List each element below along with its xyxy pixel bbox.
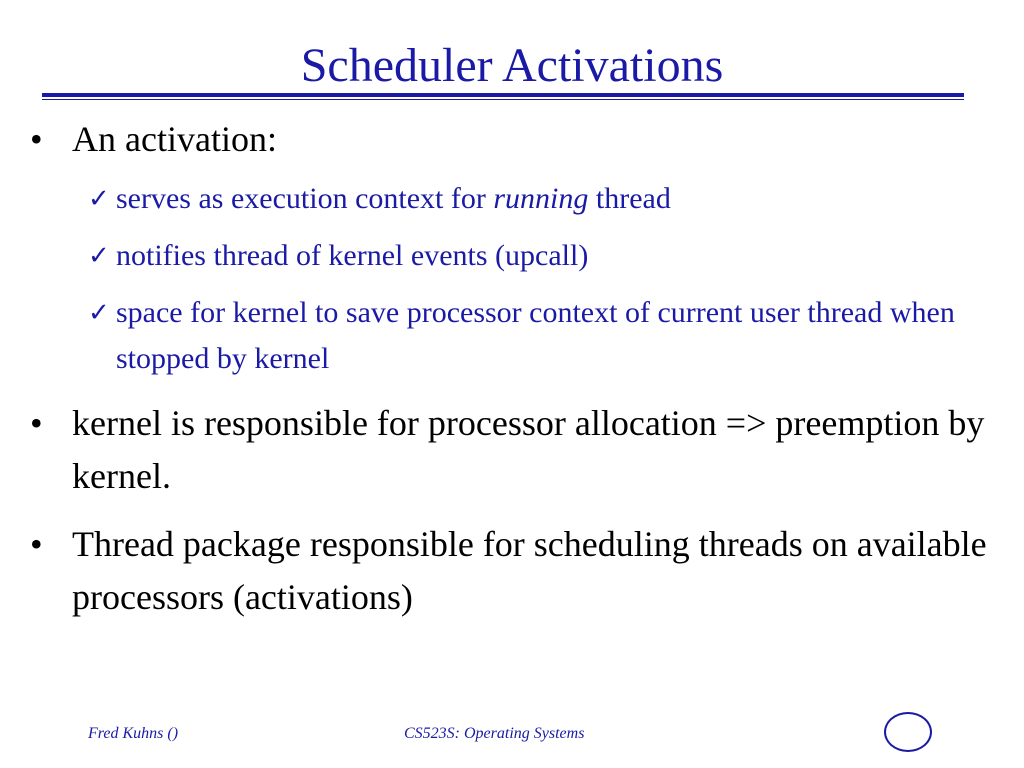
footer-course: CS523S: Operating Systems	[404, 725, 585, 742]
bullet-item	[30, 113, 990, 166]
bullet-marker: •	[30, 403, 43, 443]
checkmark-icon: ✓	[88, 241, 110, 271]
bullet-item	[30, 397, 990, 503]
footer-author: Fred Kuhns ()	[88, 725, 179, 742]
title-underline-thin	[42, 99, 964, 100]
checkmark-icon: ✓	[88, 298, 110, 328]
title-underline-thick	[42, 93, 964, 97]
bullet-text: An activation:	[72, 119, 277, 159]
bullet-marker: •	[30, 524, 43, 564]
sub-item-text: space for kernel to save processor context of current user thread when stopped by kernel	[116, 296, 955, 375]
bullet-text: Thread package responsible for scheduling threads on available processors (activations)	[72, 524, 987, 617]
sub-item	[88, 290, 968, 382]
checkmark-icon: ✓	[88, 184, 110, 214]
bullet-item	[30, 518, 990, 624]
sub-item-text: serves as execution context for running thread	[116, 182, 671, 215]
sub-item	[88, 233, 968, 279]
sub-item-text: notifies thread of kernel events (upcall)	[116, 239, 589, 272]
slide-title: Scheduler Activations	[300, 39, 724, 92]
logo-icon	[884, 712, 932, 752]
bullet-marker: •	[30, 119, 43, 159]
bullet-text: kernel is responsible for processor allocation => preemption by kernel.	[72, 403, 985, 496]
sub-item	[88, 176, 968, 222]
